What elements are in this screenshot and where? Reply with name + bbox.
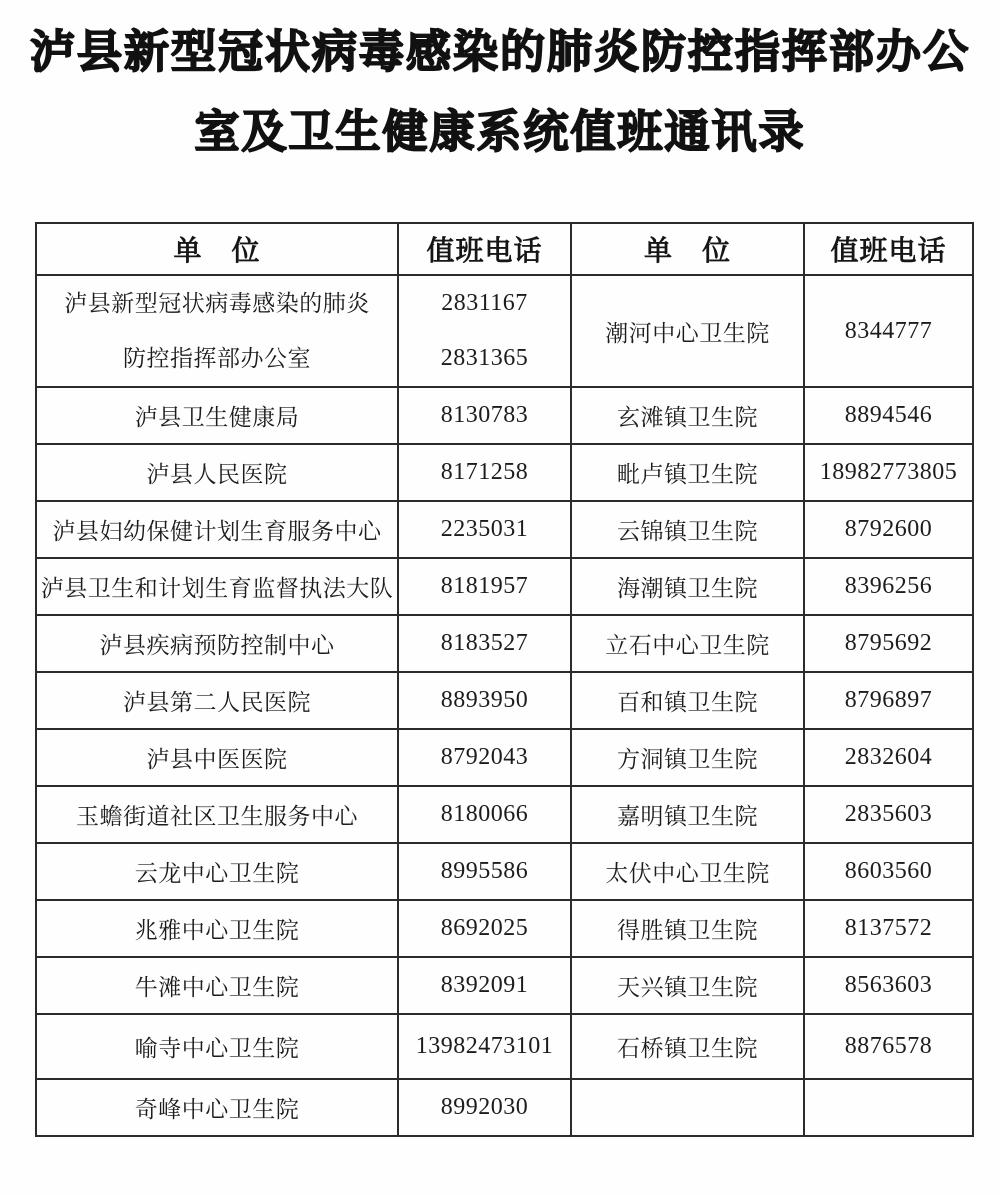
phone-cell: 2832604: [804, 729, 973, 786]
unit-cell-line: 防控指挥部办公室: [123, 346, 311, 371]
phone-cell: [398, 275, 571, 387]
unit-cell: 泸县卫生健康局: [36, 387, 398, 444]
phone-cell: 8181957: [398, 558, 571, 615]
table-row: [36, 843, 973, 900]
phone-cell: 8603560: [804, 843, 973, 900]
unit-cell: 石桥镇卫生院: [571, 1014, 804, 1079]
unit-cell: 得胜镇卫生院: [571, 900, 804, 957]
phone-cell: 13982473101: [398, 1014, 571, 1079]
unit-cell: 云龙中心卫生院: [36, 843, 398, 900]
table-row: [36, 558, 973, 615]
unit-cell: 百和镇卫生院: [571, 672, 804, 729]
phone-cell: 8796897: [804, 672, 973, 729]
document-title-line-2: 室及卫生健康系统值班通讯录: [194, 107, 806, 157]
table-row: [36, 501, 973, 558]
unit-cell: 立石中心卫生院: [571, 615, 804, 672]
phone-cell: 8692025: [398, 900, 571, 957]
table-row: [36, 729, 973, 786]
column-header-unit-left: 单 位: [36, 223, 398, 275]
document-title-line-1: 泸县新型冠状病毒感染的肺炎防控指挥部办公: [29, 27, 970, 77]
phone-cell: [804, 1079, 973, 1136]
phone-cell: 8344777: [804, 275, 973, 387]
table-row: [36, 900, 973, 957]
phone-cell: 8183527: [398, 615, 571, 672]
table-row: [36, 1014, 973, 1079]
phone-cell: 8876578: [804, 1014, 973, 1079]
unit-cell: 云锦镇卫生院: [571, 501, 804, 558]
table-row: [36, 275, 973, 387]
phone-cell: 2835603: [804, 786, 973, 843]
unit-cell: 泸县妇幼保健计划生育服务中心: [36, 501, 398, 558]
unit-cell-line: 泸县新型冠状病毒感染的肺炎: [64, 291, 370, 316]
unit-cell: [36, 275, 398, 387]
unit-cell: 喻寺中心卫生院: [36, 1014, 398, 1079]
table-row: [36, 1079, 973, 1136]
table-row: [36, 444, 973, 501]
phone-cell-line: 2831167: [441, 290, 528, 316]
phone-cell: 8392091: [398, 957, 571, 1014]
phone-cell: 18982773805: [804, 444, 973, 501]
unit-cell: 太伏中心卫生院: [571, 843, 804, 900]
phone-cell: 8893950: [398, 672, 571, 729]
unit-cell: 兆雅中心卫生院: [36, 900, 398, 957]
phone-cell: 8792043: [398, 729, 571, 786]
unit-cell: 毗卢镇卫生院: [571, 444, 804, 501]
unit-cell: 奇峰中心卫生院: [36, 1079, 398, 1136]
unit-cell: 泸县第二人民医院: [36, 672, 398, 729]
column-header-phone-right: 值班电话: [804, 223, 973, 275]
unit-cell: 海潮镇卫生院: [571, 558, 804, 615]
table-row: [36, 957, 973, 1014]
unit-cell: 牛滩中心卫生院: [36, 957, 398, 1014]
unit-cell: 泸县卫生和计划生育监督执法大队: [36, 558, 398, 615]
table-row: [36, 387, 973, 444]
table-row: [36, 786, 973, 843]
unit-cell: 潮河中心卫生院: [571, 275, 804, 387]
document-title: [0, 12, 1000, 172]
phone-cell: 8130783: [398, 387, 571, 444]
phone-cell: 8171258: [398, 444, 571, 501]
phone-cell: 8137572: [804, 900, 973, 957]
phone-cell: 8563603: [804, 957, 973, 1014]
unit-cell: 泸县中医医院: [36, 729, 398, 786]
phone-cell: 8995586: [398, 843, 571, 900]
table-row: [36, 672, 973, 729]
phone-cell: 8894546: [804, 387, 973, 444]
column-header-unit-right: 单 位: [571, 223, 804, 275]
unit-cell: [571, 1079, 804, 1136]
phone-cell-line: 2831365: [440, 345, 529, 371]
unit-cell: 天兴镇卫生院: [571, 957, 804, 1014]
unit-cell: 嘉明镇卫生院: [571, 786, 804, 843]
phone-cell: 8792600: [804, 501, 973, 558]
table-row: [36, 615, 973, 672]
column-header-phone-left: 值班电话: [398, 223, 571, 275]
phone-cell: 8992030: [398, 1079, 571, 1136]
header-row: [36, 223, 973, 275]
unit-cell: 泸县疾病预防控制中心: [36, 615, 398, 672]
unit-cell: 泸县人民医院: [36, 444, 398, 501]
unit-cell: 方洞镇卫生院: [571, 729, 804, 786]
phone-cell: 8180066: [398, 786, 571, 843]
unit-cell: 玄滩镇卫生院: [571, 387, 804, 444]
contact-table: [35, 222, 974, 1137]
phone-cell: 2235031: [398, 501, 571, 558]
phone-cell: 8795692: [804, 615, 973, 672]
unit-cell: 玉蟾街道社区卫生服务中心: [36, 786, 398, 843]
phone-cell: 8396256: [804, 558, 973, 615]
